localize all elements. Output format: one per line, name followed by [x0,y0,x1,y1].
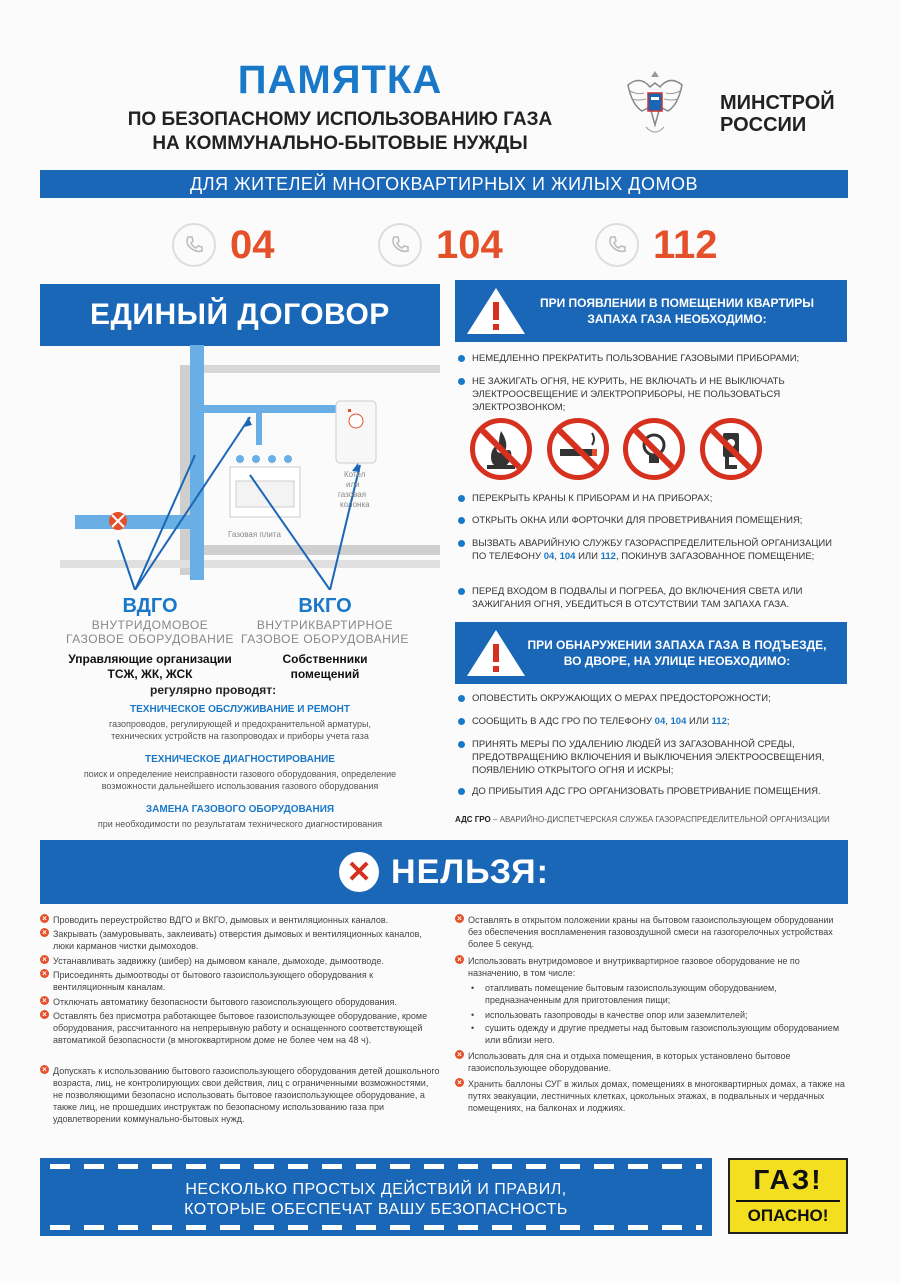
forbidden-item: × Использовать внутридомовое и внутриквартирное газовое оборудование не по назначению, в том числе: [455,955,847,979]
stove-label: Газовая плита [228,530,281,539]
list-item-call: ВЫЗВАТЬ АВАРИЙНУЮ СЛУЖБУ ГАЗОРАСПРЕДЕЛИТЕЛЬНОЙ ОРГАНИЗАЦИИ ПО ТЕЛЕФОНУ 04, 104 ИЛИ 112, ПОКИНУВ ЗАГАЗОВАННОЕ ПОМЕЩЕНИЕ; [458,537,843,563]
footer-banner [40,1158,712,1236]
vdgo-block: ВДГО ВНУТРИДОМОВОЕ ГАЗОВОЕ ОБОРУДОВАНИЕ Управляющие организации ТСЖ, ЖК, ЖСК [60,595,240,682]
forbidden-item: × Устанавливать задвижку (шибер) на дымовом канале, дымоходе, дымоотводе. [40,955,440,967]
no-doorbell-icon [700,418,762,480]
forbidden-sub-item: • сушить одежду и другие предметы над бытовым газоиспользующим оборудованием или вблизи него. [455,1022,847,1046]
abbreviation-note: АДС ГРО – АВАРИЙНО-ДИСПЕТЧЕРСКАЯ СЛУЖБА ГАЗОРАСПРЕДЕЛИТЕЛЬНОЙ ОРГАНИЗАЦИИ [455,815,830,824]
phone-icon [595,223,639,267]
list-item: НЕ ЗАЖИГАТЬ ОГНЯ, НЕ КУРИТЬ, НЕ ВКЛЮЧАТЬ И НЕ ВЫКЛЮЧАТЬ ЭЛЕКТРООСВЕЩЕНИЕ И ЭЛЕКТРОПРИБОРЫ, НЕ ПОЛЬЗОВАТЬСЯ ЭЛЕКТРОЗВОНКОМ; [458,375,843,414]
list-item: НЕМЕДЛЕННО ПРЕКРАТИТЬ ПОЛЬЗОВАНИЕ ГАЗОВЫМИ ПРИБОРАМИ; [458,352,843,365]
vkgo-abbr: ВКГО [298,595,352,617]
phone-number: 104 [436,222,503,267]
footer-line: НЕСКОЛЬКО ПРОСТЫХ ДЕЙСТВИЙ И ПРАВИЛ, [185,1181,567,1198]
forbidden-sub-item: • использовать газопроводы в качестве опор или заземлителей; [455,1009,847,1021]
boiler-label: Котел или газовая колонка [338,470,370,509]
list-item: ОПОВЕСТИТЬ ОКРУЖАЮЩИХ О МЕРАХ ПРЕДОСТОРОЖНОСТИ; [458,692,843,705]
phone-104 [378,220,503,270]
phone-icon [172,223,216,267]
no-light-switch-icon [623,418,685,480]
section-heading: ТЕХНИЧЕСКОЕ ОБСЛУЖИВАНИЕ И РЕМОНТ [130,704,350,715]
list-item: ДО ПРИБЫТИЯ АДС ГРО ОРГАНИЗОВАТЬ ПРОВЕТРИВАНИЕ ПОМЕЩЕНИЯ. [458,785,843,798]
audience-band: ДЛЯ ЖИТЕЛЕЙ МНОГОКВАРТИРНЫХ И ЖИЛЫХ ДОМОВ [40,170,848,198]
forbidden-item: × Оставлять в открытом положении краны на бытовом газоиспользующем оборудовании без обеспечения воспламенения газовоздушной смеси на газогорелочных устройствах более 5 секунд. [455,914,847,950]
no-smoking-icon [547,418,609,480]
forbidden-sub-item: • отапливать помещение бытовым газоиспользующим оборудованием, предназначенным для приготовления пищи; [455,982,847,1006]
list-item-report: СООБЩИТЬ В АДС ГРО ПО ТЕЛЕФОНУ 04, 104 ИЛИ 112; [458,715,843,728]
vdgo-abbr: ВДГО [122,595,178,617]
forbidden-item: × Оставлять без присмотра работающее бытовое газоиспользующее оборудование, кроме оборудования, рассчитанного на непрерывную работу и оснащенного соответствующей автоматикой безопасности (в многоквартирном доме не более чем на 48 ч). [40,1010,440,1046]
forbidden-item: × Хранить баллоны СУГ в жилых домах, помещениях в многоквартирных домах, а также на путях эвакуации, лестничных клетках, цокольных этажах, в подвальных и чердачных помещениях, на балконах и лоджиях. [455,1078,847,1114]
gas-danger-sign: ГАЗ! ОПАСНО! [728,1158,848,1234]
section-text: при необходимости по результатам технического диагностирования [97,819,383,829]
warning-block-apartment: ПРИ ПОЯВЛЕНИИ В ПОМЕЩЕНИИ КВАРТИРЫ ЗАПАХА ГАЗА НЕОБХОДИМО: [455,280,847,342]
forbidden-item: × Закрывать (замуровывать, заклеивать) отверстия дымовых и вентиляционных каналов, люки карманов чистки дымоходов. [40,928,440,952]
page-title: ПАМЯТКА [237,58,443,102]
forbidden-item: × Отключать автоматику безопасности бытового газоиспользующего оборудования. [40,996,440,1008]
warning-block-entrance: ПРИ ОБНАРУЖЕНИИ ЗАПАХА ГАЗА В ПОДЪЕЗДЕ, ВО ДВОРЕ, НА УЛИЦЕ НЕОБХОДИМО: [455,622,847,684]
list-item: ПЕРЕД ВХОДОМ В ПОДВАЛЫ И ПОГРЕБА, ДО ВКЛЮЧЕНИЯ СВЕТА ИЛИ ЗАЖИГАНИЯ ОГНЯ, УБЕДИТЬСЯ В ОТСУТСТВИИ ТАМ ЗАПАХА ГАЗА. [458,585,843,611]
no-fire-icon [470,418,532,480]
forbidden-item: × Присоединять дымоотводы от бытового газоиспользующего оборудования к вентиляционным каналам. [40,969,440,993]
phone-number: 112 [653,222,718,267]
phone-number: 04 [230,222,275,267]
list-item: ПЕРЕКРЫТЬ КРАНЫ К ПРИБОРАМ И НА ПРИБОРАХ; [458,492,843,505]
forbidden-item: × Допускать к использованию бытового газоиспользующего оборудования детей дошкольного возраста, лиц, не контролирующих свои действия, лиц с ограниченными возможностями, не позволяющими безопасно использовать бытовое газоиспользующее оборудование, а также лиц, не прошедших инструктаж по безопасному использованию газа при удовлетворении коммунально-бытовых нужд. [40,1065,440,1125]
warning-icon [465,628,527,678]
warning-icon [465,286,527,336]
section-heading: ЗАМЕНА ГАЗОВОГО ОБОРУДОВАНИЯ [145,804,335,815]
phone-icon [378,223,422,267]
list-item: ОТКРЫТЬ ОКНА ИЛИ ФОРТОЧКИ ДЛЯ ПРОВЕТРИВАНИЯ ПОМЕЩЕНИЯ; [458,514,843,527]
eagle-emblem-icon [620,65,690,145]
page-subtitle: ПО БЕЗОПАСНОМУ ИСПОЛЬЗОВАНИЮ ГАЗА НА КОММУНАЛЬНО-БЫТОВЫЕ НУЖДЫ [127,109,553,154]
forbidden-item: × Использовать для сна и отдыха помещения, в которых установлено бытовое газоиспользующее оборудование. [455,1050,847,1074]
vkgo-block: ВКГО ВНУТРИКВАРТИРНОЕ ГАЗОВОЕ ОБОРУДОВАНИЕ Собственники помещений [235,595,415,682]
list-item: ПРИНЯТЬ МЕРЫ ПО УДАЛЕНИЮ ЛЮДЕЙ ИЗ ЗАГАЗОВАННОЙ СРЕДЫ, ПРЕДОТВРАЩЕНИЮ ВКЛЮЧЕНИЯ И ВЫКЛЮЧЕНИЯ ЭЛЕКТРООСВЕЩЕНИЯ, ПОЯВЛЕНИЮ ОТКРЫТОГО ОГНЯ И ИСКРЫ; [458,738,843,777]
phone-04 [172,220,275,270]
gas-equipment-diagram [60,345,440,590]
footer-line: КОТОРЫЕ ОБЕСПЕЧАТ ВАШУ БЕЗОПАСНОСТЬ [184,1201,568,1218]
section-heading: ТЕХНИЧЕСКОЕ ДИАГНОСТИРОВАНИЕ [145,754,335,765]
forbidden-banner: ✕ НЕЛЬЗЯ: [40,840,848,904]
phone-112 [595,220,718,270]
cross-icon: ✕ [339,852,379,892]
contract-heading: ЕДИНЫЙ ДОГОВОР [40,284,440,346]
section-text: газопроводов, регулирующей и предохранительной арматуры, технических устройств на газопроводах и приборы учета газа [109,719,371,741]
forbidden-item: × Проводить переустройство ВДГО и ВКГО, дымовых и вентиляционных каналов. [40,914,440,926]
regularly-label: регулярно проводят: [150,683,277,697]
ministry-name: МИНСТРОЙ РОССИИ [720,92,835,136]
section-text: поиск и определение неисправности газового оборудования, определение возможности дальнейшего использования газового оборудования [83,769,397,791]
